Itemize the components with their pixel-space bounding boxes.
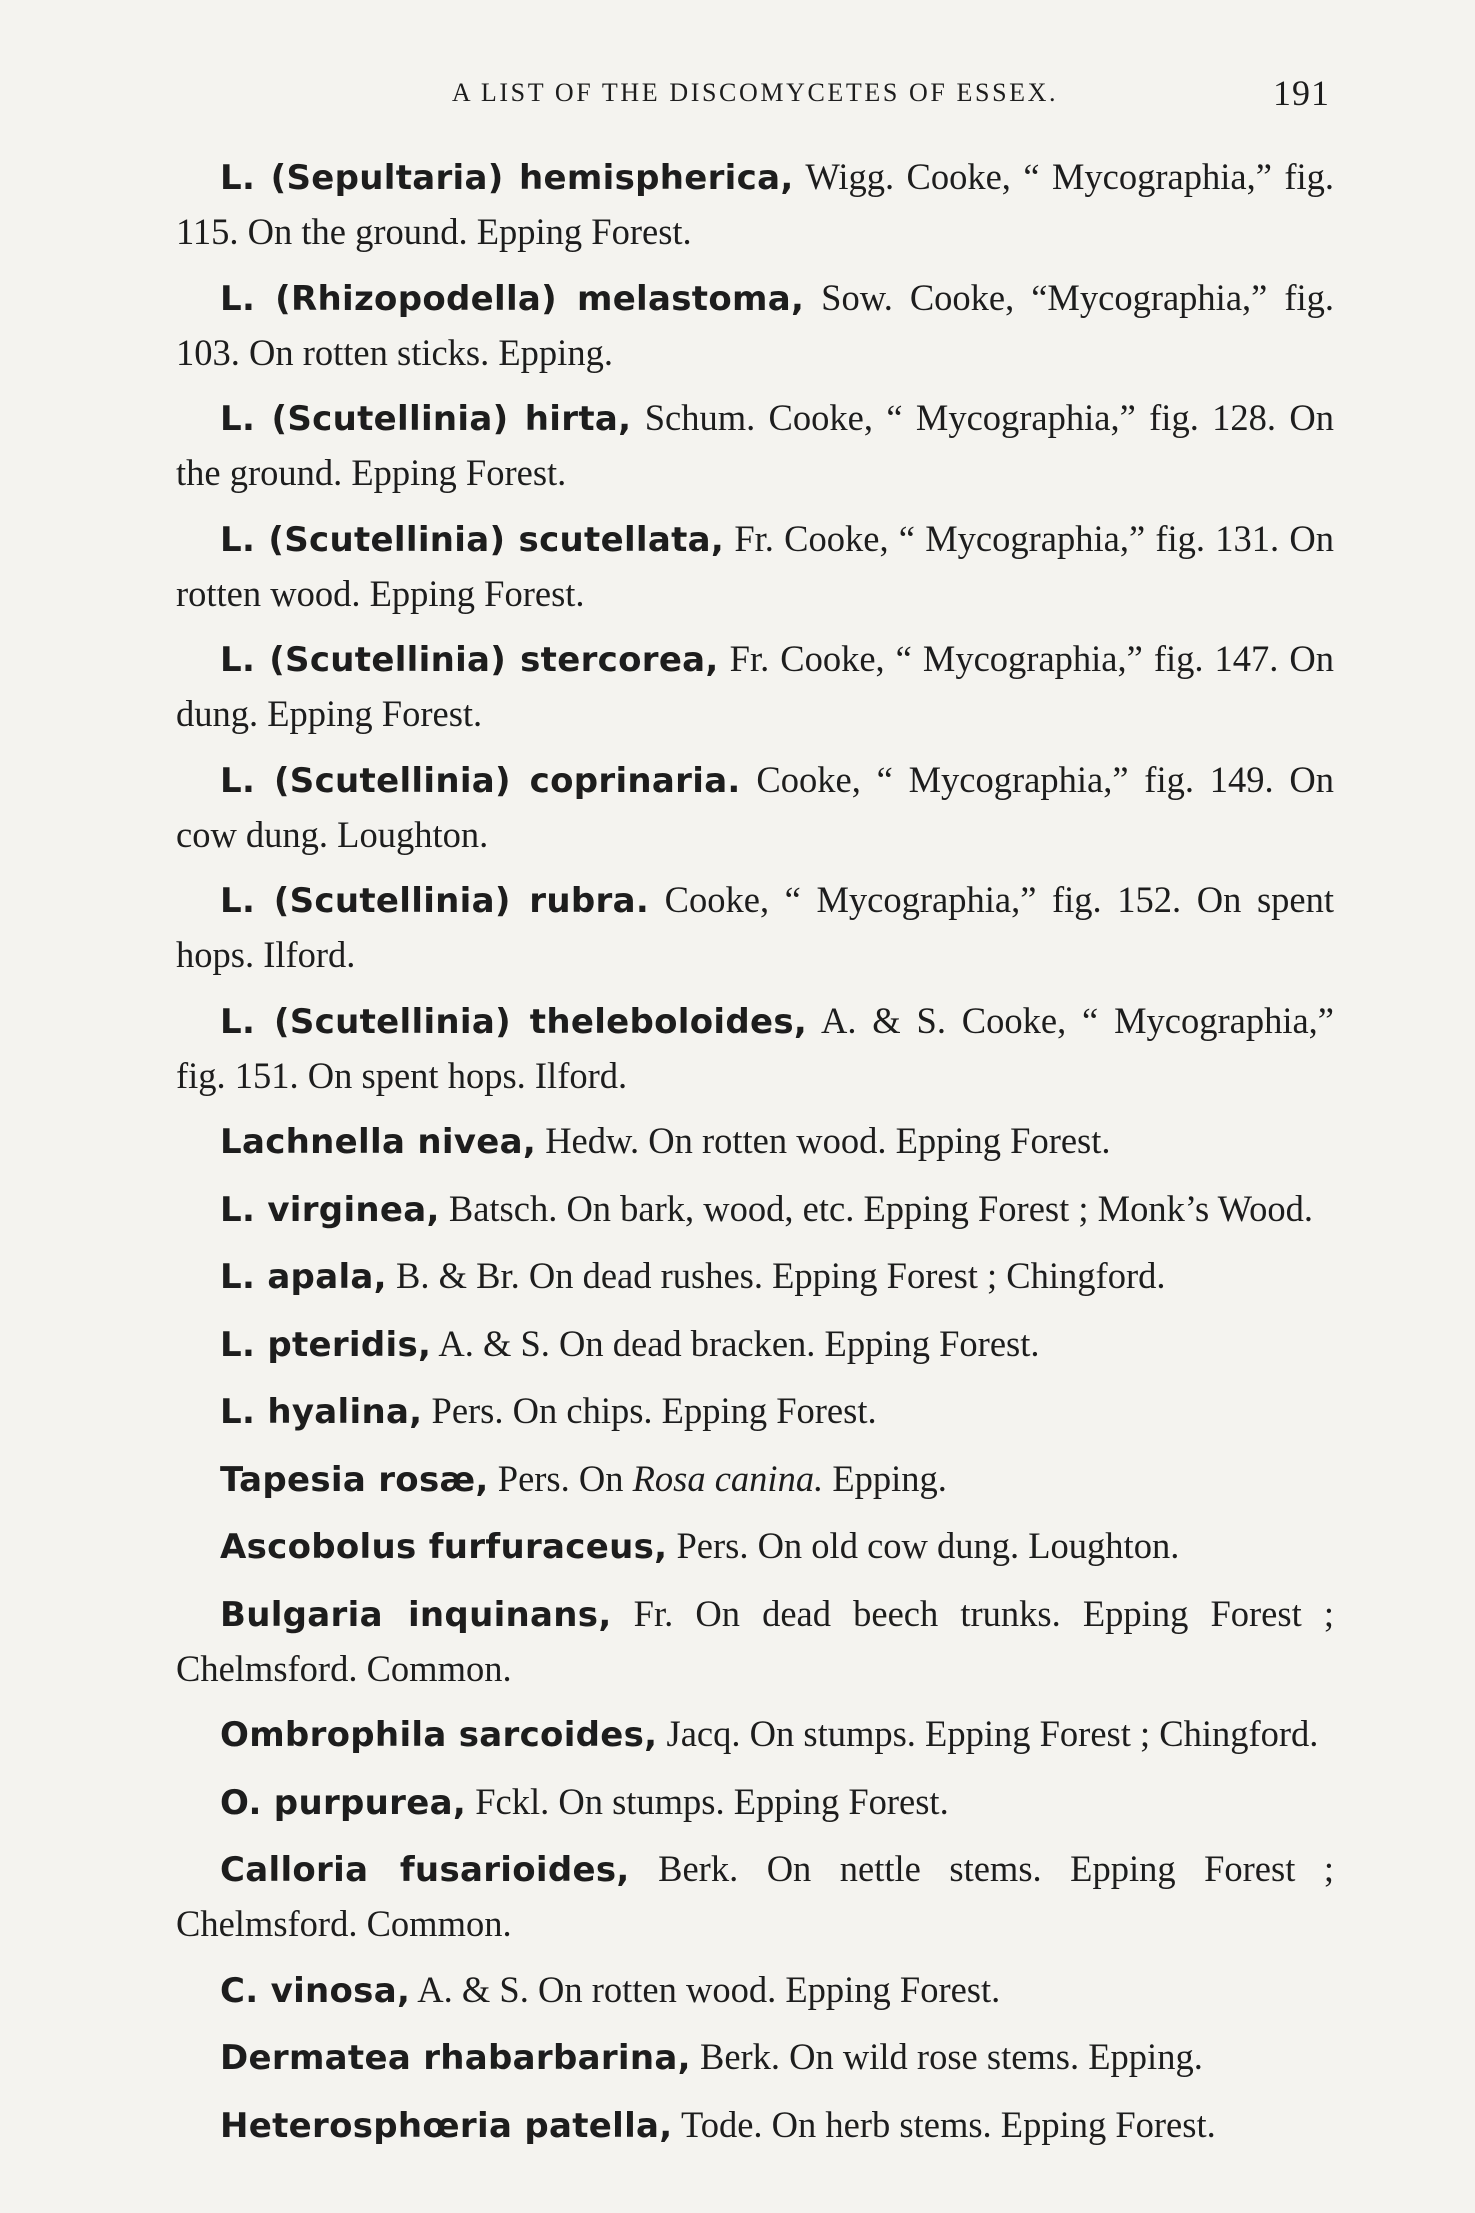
species-entry (176, 1452, 1334, 1507)
species-entry (176, 1317, 1334, 1372)
species-name: Ombrophila sarcoides, (220, 1715, 658, 1755)
species-entry (176, 271, 1334, 379)
species-name: L. (Scutellinia) theleboloides, (220, 1001, 808, 1042)
species-entry (176, 632, 1334, 740)
species-entry (176, 1775, 1334, 1830)
species-entry (176, 512, 1334, 620)
species-entry (176, 994, 1334, 1102)
running-title: A LIST OF THE DISCOMYCETES OF ESSEX. (451, 78, 1059, 107)
entry-text: Hedw. On rotten wood. Epping Forest. (536, 1120, 1111, 1161)
species-entry (176, 2030, 1334, 2085)
page-header (180, 74, 1330, 114)
species-entry (176, 1519, 1334, 1574)
species-entry (176, 753, 1334, 861)
species-entry (176, 1249, 1334, 1304)
entry-text: Fckl. On stumps. Epping Forest. (466, 1780, 949, 1822)
species-entry (176, 150, 1334, 258)
species-name: Lachnella nivea, (220, 1122, 537, 1162)
species-name: L. hyalina, (220, 1392, 423, 1432)
entry-text: A. & S. On rotten wood. Epping Forest. (410, 1968, 1001, 2010)
species-name: L. apala, (220, 1257, 387, 1297)
species-name: C. vinosa, (220, 1970, 411, 2011)
species-entry (176, 2098, 1334, 2153)
species-name: L. (Rhizopodella) melastoma, (220, 278, 805, 319)
entry-text: Fr. Cooke, “ Mycographia,” fig. 131. On rotten wood. Epping Forest. (176, 517, 1334, 614)
species-name: Bulgaria inquinans, (220, 1594, 612, 1635)
entry-text: Batsch. On bark, wood, etc. Epping Forest ; Monk’s Wood. (439, 1187, 1314, 1229)
host-plant-italic: Rosa canina. (632, 1457, 824, 1499)
species-entry (176, 1963, 1334, 2018)
species-name: L. pteridis, (220, 1324, 432, 1365)
species-name: L. (Scutellinia) rubra. (220, 881, 650, 921)
page-number: 191 (1273, 73, 1330, 113)
entry-text: Schum. Cooke, “ Mycographia,” fig. 128. On the ground. Epping Forest. (176, 397, 1334, 493)
entry-text: A. & S. On dead bracken. Epping Forest. (431, 1322, 1040, 1364)
species-name: Dermatea rhabarbarina, (220, 2038, 691, 2078)
species-entry (176, 1842, 1334, 1950)
entry-text: Pers. On chips. Epping Forest. (422, 1390, 877, 1431)
entry-text: A. & S. Cooke, “ Mycographia,” fig. 151. On spent hops. Ilford. (176, 999, 1335, 1096)
entry-text: Pers. On (488, 1457, 633, 1499)
species-entry (176, 1384, 1334, 1439)
entry-text: Berk. On nettle stems. Epping Forest ; Chelmsford. Common. (176, 1848, 1334, 1944)
species-list (176, 150, 1334, 2165)
species-name: Heterosphœria patella, (220, 2105, 673, 2146)
species-entry (176, 391, 1334, 499)
entry-text: Cooke, “ Mycographia,” fig. 149. On cow dung. Loughton. (176, 758, 1334, 855)
entry-text: Cooke, “ Mycographia,” fig. 152. On spent hops. Ilford. (176, 879, 1334, 975)
entry-text: Wigg. Cooke, “ Mycographia,” fig. 115. On the ground. Epping Forest. (176, 156, 1334, 252)
entry-text: Berk. On wild rose stems. Epping. (690, 2036, 1203, 2077)
species-entry (176, 1114, 1334, 1169)
species-name: O. purpurea, (220, 1782, 467, 1823)
species-name: L. virginea, (220, 1189, 440, 1230)
entry-text: Tode. On herb stems. Epping Forest. (672, 2103, 1216, 2145)
species-name: Ascobolus furfuraceus, (220, 1527, 668, 1567)
entry-text: B. & Br. On dead rushes. Epping Forest ; Chingford. (386, 1255, 1166, 1296)
species-entry (176, 1587, 1334, 1695)
entry-text: Sow. Cooke, “Mycographia,” fig. 103. On rotten sticks. Epping. (176, 276, 1334, 373)
species-name: L. (Scutellinia) stercorea, (220, 640, 719, 680)
species-name: Tapesia rosæ, (220, 1459, 489, 1500)
entry-text: Fr. On dead beech trunks. Epping Forest ; Chelmsford. Common. (176, 1592, 1334, 1689)
species-entry (176, 1707, 1334, 1762)
entry-text: Fr. Cooke, “ Mycographia,” fig. 147. On dung. Epping Forest. (176, 638, 1334, 734)
species-name: L. (Scutellinia) scutellata, (220, 519, 725, 560)
species-name: L. (Scutellinia) hirta, (220, 399, 632, 439)
species-name: L. (Scutellinia) coprinaria. (220, 760, 741, 801)
species-name: L. (Sepultaria) hemispherica, (220, 158, 794, 198)
entry-text-tail: Epping. (823, 1457, 947, 1499)
entry-text: Jacq. On stumps. Epping Forest ; Chingford. (657, 1713, 1319, 1754)
entry-text: Pers. On old cow dung. Loughton. (667, 1525, 1180, 1566)
species-name: Calloria fusarioides, (220, 1850, 630, 1890)
species-entry (176, 873, 1334, 981)
species-entry (176, 1182, 1334, 1237)
